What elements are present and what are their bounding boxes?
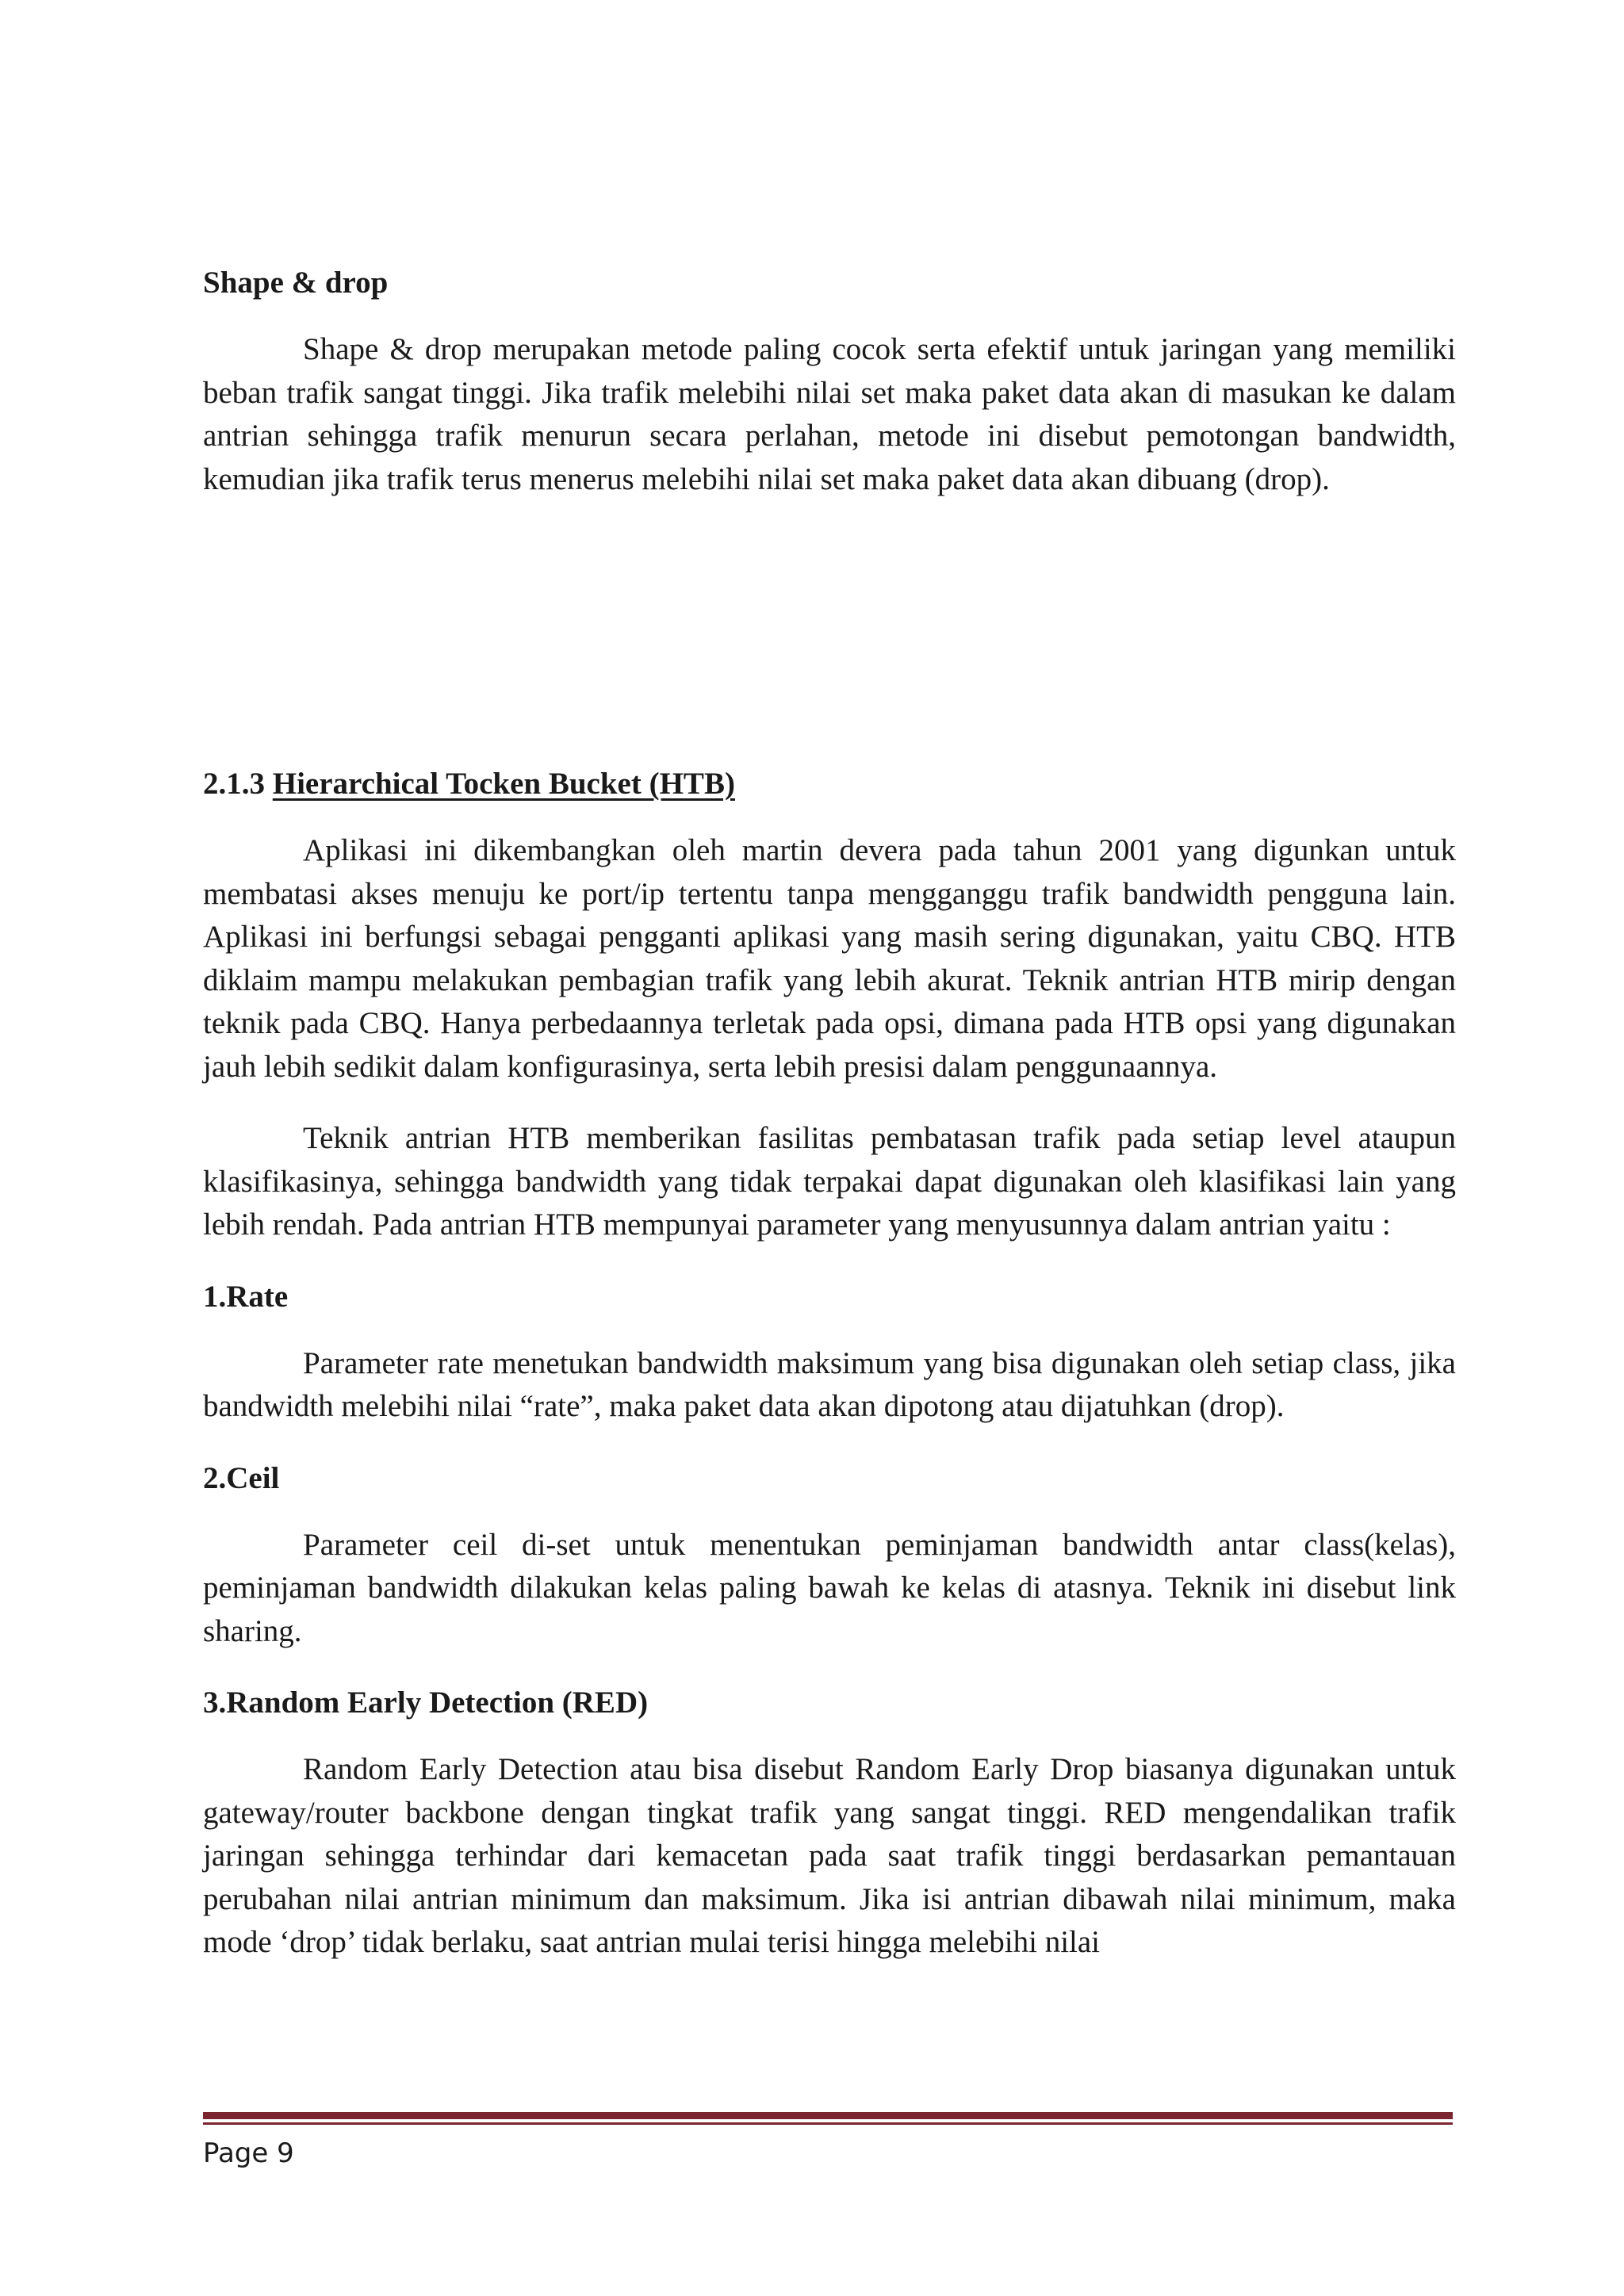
paragraph-rate: Parameter rate menetukan bandwidth maksimum yang bisa digunakan oleh setiap class, jika bandwidth melebihi nilai “rate”, maka paket data akan dipotong atau dijatuhkan (drop). xyxy=(203,1345,1456,1423)
footer-divider-thick xyxy=(203,2112,1453,2119)
paragraph-htb-parameters: Teknik antrian HTB memberikan fasilitas pembatasan trafik pada setiap level ataupun klasifikasinya, sehingga bandwidth yang tidak terpakai dapat digunakan oleh klasifikasi lain yang lebih rendah. Pada antrian HTB mempunyai parameter yang menyusunnya dalam antrian yaitu : xyxy=(203,1121,1456,1242)
heading-rate: 1.Rate xyxy=(203,1279,289,1314)
heading-ceil: 2.Ceil xyxy=(203,1460,280,1495)
page-number: Page 9 xyxy=(203,2137,294,2169)
heading-htb-number: 2.1.3 xyxy=(203,767,265,801)
heading-htb-title: Hierarchical Tocken Bucket (HTB) xyxy=(272,767,735,801)
paragraph-shape-drop: Shape & drop merupakan metode paling cocok serta efektif untuk jaringan yang memiliki beban trafik sangat tinggi. Jika trafik melebihi nilai set maka paket data akan di masukan ke dalam antrian sehingga trafik menurun secara perlahan, metode ini disebut pemotongan bandwidth, kemudian jika trafik terus menerus melebihi nilai set maka paket data akan dibuang (drop). xyxy=(203,332,1456,496)
heading-red: 3.Random Early Detection (RED) xyxy=(203,1686,649,1720)
heading-htb xyxy=(203,763,1456,806)
heading-shape-drop: Shape & drop xyxy=(203,266,389,300)
paragraph-red: Random Early Detection atau bisa disebut Random Early Drop biasanya digunakan untuk gateway/router backbone dengan tingkat trafik yang sangat tinggi. RED mengendalikan trafik jaringan sehingga terhindar dari kemacetan pada saat trafik tinggi berdasarkan pemantauan perubahan nilai antrian minimum dan maksimum. Jika isi antrian dibawah nilai minimum, maka mode ‘drop’ tidak berlaku, saat antrian mulai terisi hingga melebihi nilai xyxy=(203,1752,1456,1959)
paragraph-htb-intro: Aplikasi ini dikembangkan oleh martin devera pada tahun 2001 yang digunkan untuk membatasi akses menuju ke port/ip tertentu tanpa mengganggu trafik bandwidth pengguna lain. Aplikasi ini berfungsi sebagai pengganti aplikasi yang masih sering digunakan, yaitu CBQ. HTB diklaim mampu melakukan pembagian trafik yang lebih akurat. Teknik antrian HTB mirip dengan teknik pada CBQ. Hanya perbedaannya terletak pada opsi, dimana pada HTB opsi yang digunakan jauh lebih sedikit dalam konfigurasinya, serta lebih presisi dalam penggunaannya. xyxy=(203,833,1456,1084)
footer-divider-thin xyxy=(203,2122,1453,2125)
paragraph-ceil: Parameter ceil di-set untuk menentukan peminjaman bandwidth antar class(kelas), peminjaman bandwidth dilakukan kelas paling bawah ke kelas di atasnya. Teknik ini disebut link sharing. xyxy=(203,1527,1456,1648)
page-body xyxy=(203,262,1456,1965)
